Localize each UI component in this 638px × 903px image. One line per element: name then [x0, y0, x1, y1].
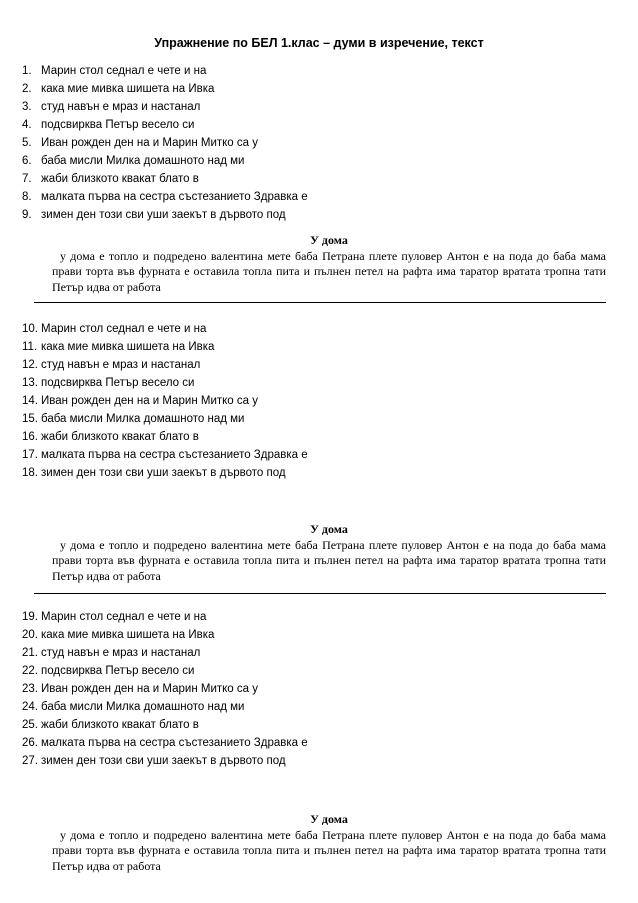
list-item: [22, 98, 308, 116]
list-item: [22, 188, 308, 206]
item-text: жаби близкото квакат блато в: [41, 719, 199, 731]
list-item: [22, 206, 308, 224]
list-item: [22, 116, 308, 134]
item-text: кака мие мивка шишета на Ивка: [41, 629, 215, 641]
list-item: [22, 374, 308, 392]
item-number: 23.: [22, 683, 38, 695]
list-item: [22, 608, 308, 626]
item-number: 9.: [22, 209, 32, 221]
item-number: 17.: [22, 449, 38, 461]
item-number: 4.: [22, 119, 32, 131]
story-text: у дома е топло и подредено валентина мете баба Петрана плете пуловер Антон е на пода до баба мама прави торта във фурната е оставила топла пита и пълнен петел на рафта има таратор вратата тропна тати Петър идва от работа: [52, 248, 606, 294]
list-item: [22, 428, 308, 446]
item-text: Марин стол седнал е чете и на: [41, 323, 207, 335]
item-number: 11.: [22, 341, 38, 353]
item-text: кака мие мивка шишета на Ивка: [41, 341, 215, 353]
item-number: 21.: [22, 647, 38, 659]
list-item: [22, 152, 308, 170]
divider-line: [34, 593, 606, 594]
item-number: 1.: [22, 65, 32, 77]
list-item: [22, 698, 308, 716]
list-item: [22, 62, 308, 80]
story-title: У дома: [310, 233, 348, 247]
list-item: [22, 392, 308, 410]
list-item: [22, 626, 308, 644]
list-item: [22, 662, 308, 680]
list-item: [22, 446, 308, 464]
item-text: жаби близкото квакат блато в: [41, 173, 199, 185]
item-number: 13.: [22, 377, 38, 389]
item-number: 15.: [22, 413, 38, 425]
item-text: баба мисли Милка домашното над ми: [41, 155, 245, 167]
item-number: 22.: [22, 665, 38, 677]
story-text: у дома е топло и подредено валентина мете баба Петрана плете пуловер Антон е на пода до баба мама прави торта във фурната е оставила топла пита и пълнен петел на рафта има таратор вратата тропна тати Петър идва от работа: [52, 537, 606, 583]
page-title: Упражнение по БЕЛ 1.клас – думи в изречение, текст: [154, 36, 484, 50]
list-item: [22, 716, 308, 734]
item-text: Иван рожден ден на и Марин Митко са у: [41, 137, 258, 149]
sentence-list: [22, 62, 308, 224]
story-title: У дома: [310, 522, 348, 536]
item-text: малката първа на сестра състезанието Здравка е: [41, 191, 308, 203]
item-number: 8.: [22, 191, 32, 203]
item-text: студ навън е мраз и настанал: [41, 647, 201, 659]
item-number: 25.: [22, 719, 38, 731]
item-text: подсвирква Петър весело си: [41, 377, 195, 389]
item-number: 14.: [22, 395, 38, 407]
list-item: [22, 464, 308, 482]
story-text: у дома е топло и подредено валентина мете баба Петрана плете пуловер Антон е на пода до баба мама прави торта във фурната е оставила топла пита и пълнен петел на рафта има таратор вратата тропна тати Петър идва от работа: [52, 827, 606, 873]
story-title: У дома: [310, 812, 348, 826]
item-number: 16.: [22, 431, 38, 443]
item-number: 5.: [22, 137, 32, 149]
item-text: зимен ден този сви уши заекът в дървото под: [41, 209, 286, 221]
item-text: Марин стол седнал е чете и на: [41, 65, 207, 77]
list-item: [22, 80, 308, 98]
item-text: зимен ден този сви уши заекът в дървото под: [41, 755, 286, 767]
item-number: 18.: [22, 467, 38, 479]
list-item: [22, 680, 308, 698]
item-text: подсвирква Петър весело си: [41, 665, 195, 677]
sentence-list: [22, 320, 308, 482]
item-text: кака мие мивка шишета на Ивка: [41, 83, 215, 95]
list-item: [22, 338, 308, 356]
item-number: 19.: [22, 611, 38, 623]
story-block: [52, 812, 606, 874]
story-block: [52, 522, 606, 584]
item-text: баба мисли Милка домашното над ми: [41, 701, 245, 713]
item-text: жаби близкото квакат блато в: [41, 431, 199, 443]
item-number: 24.: [22, 701, 38, 713]
divider-line: [34, 302, 606, 303]
item-text: малката първа на сестра състезанието Здравка е: [41, 737, 308, 749]
item-number: 2.: [22, 83, 32, 95]
list-item: [22, 134, 308, 152]
item-number: 27.: [22, 755, 38, 767]
item-text: студ навън е мраз и настанал: [41, 359, 201, 371]
item-text: Иван рожден ден на и Марин Митко са у: [41, 683, 258, 695]
list-item: [22, 734, 308, 752]
item-text: Марин стол седнал е чете и на: [41, 611, 207, 623]
item-text: баба мисли Милка домашното над ми: [41, 413, 245, 425]
list-item: [22, 752, 308, 770]
item-number: 20.: [22, 629, 38, 641]
list-item: [22, 170, 308, 188]
item-text: зимен ден този сви уши заекът в дървото под: [41, 467, 286, 479]
item-text: подсвирква Петър весело си: [41, 119, 195, 131]
item-text: студ навън е мраз и настанал: [41, 101, 201, 113]
item-number: 12.: [22, 359, 38, 371]
item-number: 10.: [22, 323, 38, 335]
item-text: малката първа на сестра състезанието Здравка е: [41, 449, 308, 461]
list-item: [22, 320, 308, 338]
item-text: Иван рожден ден на и Марин Митко са у: [41, 395, 258, 407]
item-number: 6.: [22, 155, 32, 167]
item-number: 7.: [22, 173, 32, 185]
list-item: [22, 410, 308, 428]
story-block: [52, 233, 606, 295]
sentence-list: [22, 608, 308, 770]
list-item: [22, 644, 308, 662]
item-number: 3.: [22, 101, 32, 113]
list-item: [22, 356, 308, 374]
item-number: 26.: [22, 737, 38, 749]
